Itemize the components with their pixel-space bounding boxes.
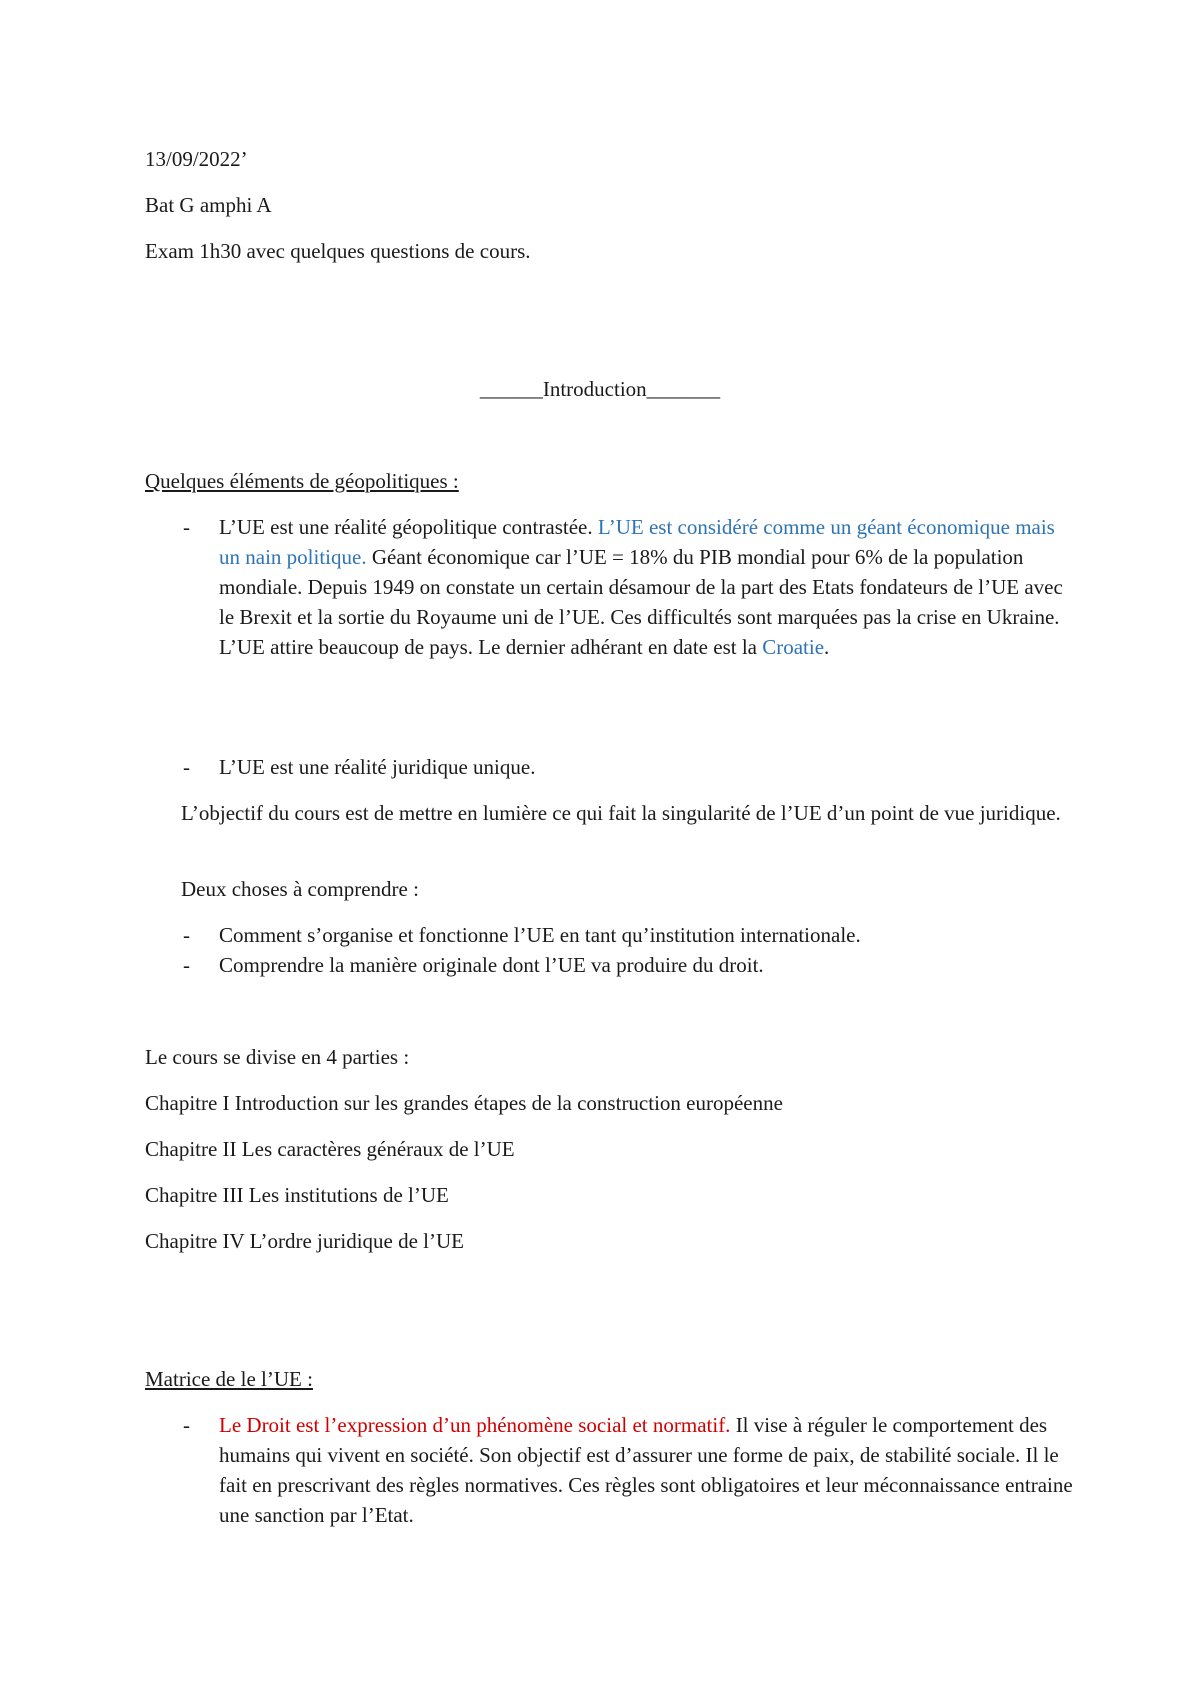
bullet-dash: - (183, 515, 190, 539)
date-line: 13/09/2022’ (145, 147, 248, 171)
sub-bullet-1 (183, 920, 1083, 950)
bullet-juridique-text: L’UE est une réalité juridique unique. (219, 755, 536, 779)
chapter-1: Chapitre I Introduction sur les grandes étapes de la construction européenne (145, 1091, 783, 1115)
bullet-dash: - (183, 953, 190, 977)
section-matrice-heading: Matrice de le l’UE : (145, 1367, 313, 1391)
croatie-highlight: Croatie (762, 635, 825, 659)
chapter-2: Chapitre II Les caractères généraux de l’UE (145, 1137, 515, 1161)
two-things-line: Deux choses à comprendre : (181, 877, 419, 901)
highlight-red-text: Le Droit est l’expression d’un phénomène social et normatif. (219, 1413, 731, 1437)
bullet-dash: - (183, 1413, 190, 1437)
intro-title: ______Introduction_______ (479, 377, 721, 401)
objective-paragraph: L’objectif du cours est de mettre en lumière ce qui fait la singularité de l’UE d’un point de vue juridique. (181, 801, 1061, 825)
chapter-3: Chapitre III Les institutions de l’UE (145, 1183, 449, 1207)
bullet-geopolitique (183, 512, 1083, 692)
location-line: Bat G amphi A (145, 193, 272, 217)
bullet-dash: - (183, 923, 190, 947)
highlight-blue-text: L’UE est considéré comme un géant économique mais un nain politique. (219, 515, 1055, 569)
sub-bullet-2 (183, 950, 1083, 980)
section-geopolitique-heading: Quelques éléments de géopolitiques : (145, 469, 459, 493)
bullet-droit-text: Le Droit est l’expression d’un phénomène social et normatif. Il vise à réguler le comportement des humains qui vivent en société. Son objectif est d’assurer une forme de paix, de stabilité sociale. Il le fait en prescrivant des règles normatives. Ces règles sont obligatoires et leur méconnaissance entraine une sanction par l’Etat. (219, 1413, 1073, 1527)
bullet-dash: - (183, 755, 190, 779)
bullet-juridique (183, 752, 1083, 782)
bullet-droit (183, 1410, 1083, 1530)
course-intro: Le cours se divise en 4 parties : (145, 1045, 410, 1069)
chapter-4: Chapitre IV L’ordre juridique de l’UE (145, 1229, 464, 1253)
sub-bullet-2-text: Comprendre la manière originale dont l’UE va produire du droit. (219, 953, 764, 977)
bullet-geopolitique-text: L’UE est une réalité géopolitique contrastée. L’UE est considéré comme un géant économique mais un nain politique. Géant économique car l’UE = 18% du PIB mondial pour 6% de la population mondiale. Depuis 1949 on constate un certain désamour de la part des Etats fondateurs de l’UE avec le Brexit et la sortie du Royaume uni de l’UE. Ces difficultés sont marquées pas la crise en Ukraine. L’UE attire beaucoup de pays. Le dernier adhérant en date est la Croatie. (219, 515, 1063, 659)
sub-bullet-1-text: Comment s’organise et fonctionne l’UE en tant qu’institution internationale. (219, 923, 861, 947)
exam-line: Exam 1h30 avec quelques questions de cours. (145, 239, 531, 263)
